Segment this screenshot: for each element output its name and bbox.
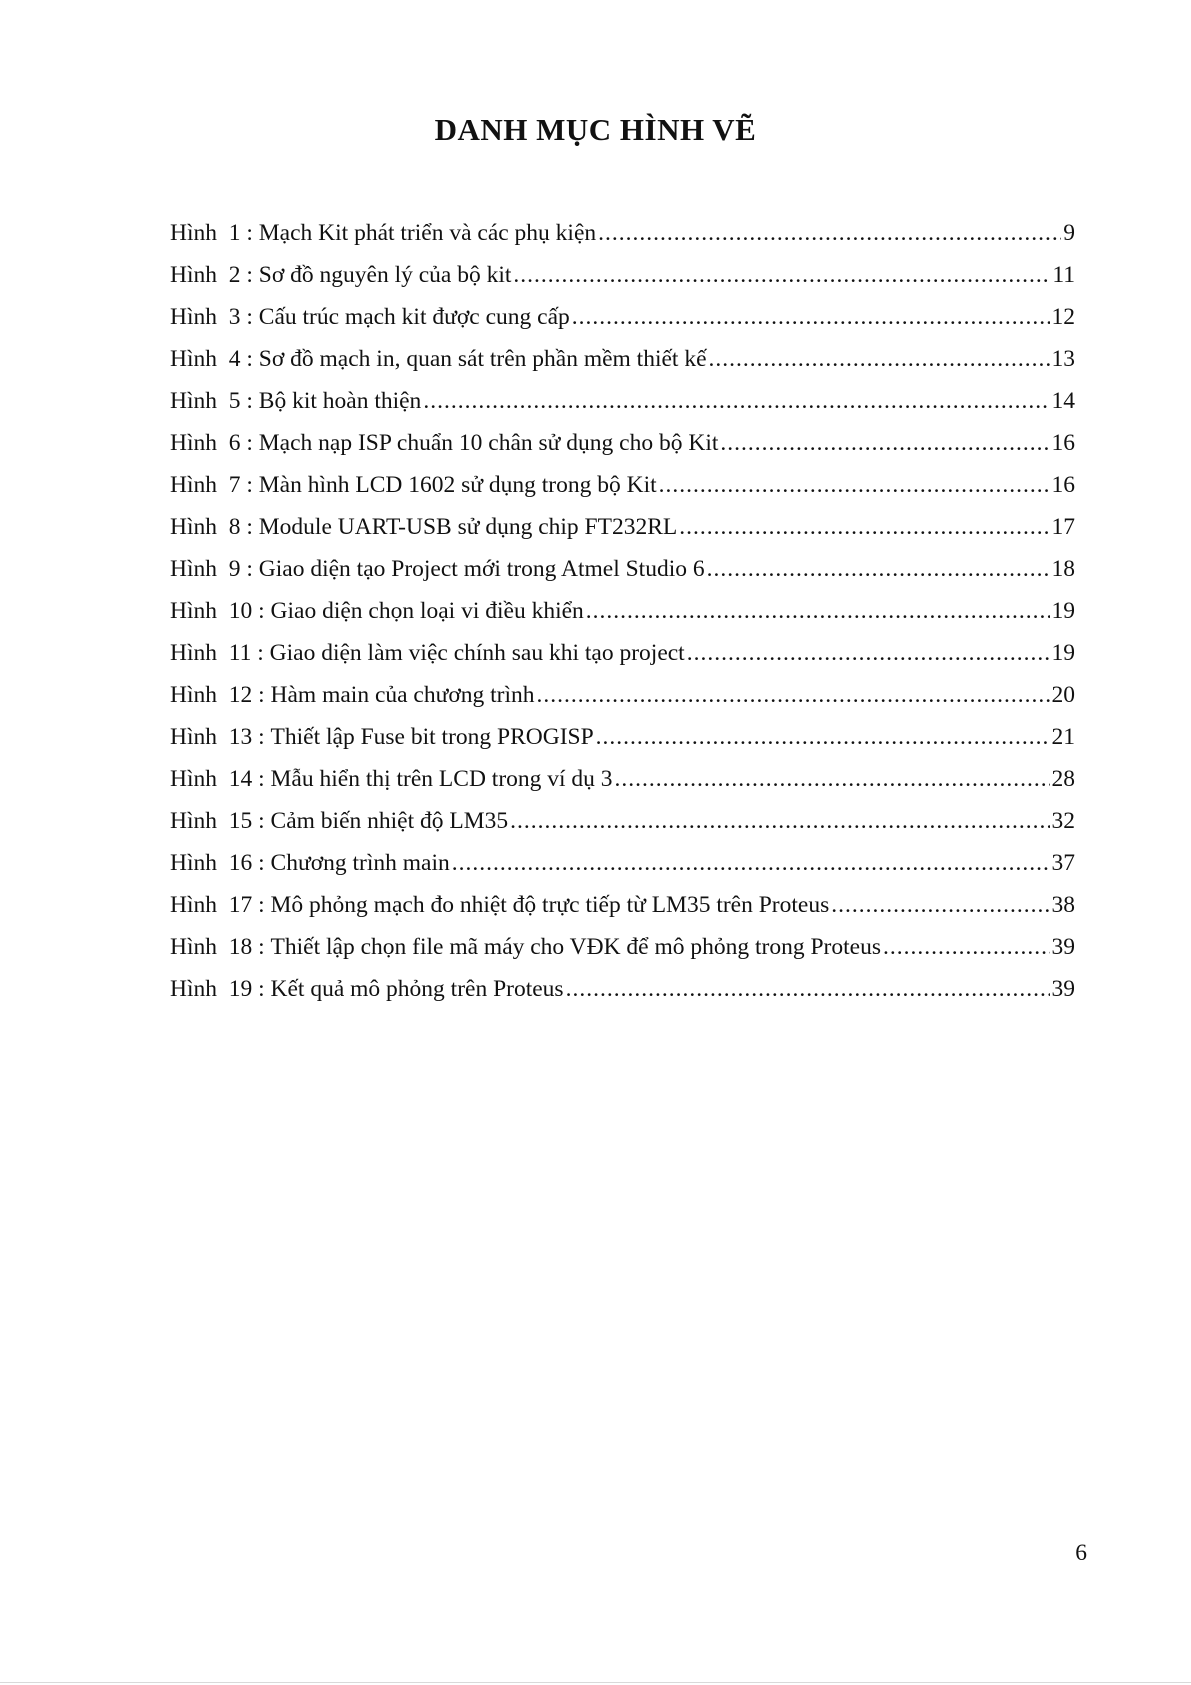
toc-entry[interactable]	[170, 296, 1075, 338]
dot-leader	[572, 296, 1050, 338]
figure-page-number: 19	[1051, 640, 1075, 666]
toc-entry[interactable]	[170, 716, 1075, 758]
figure-separator: :	[240, 262, 259, 288]
figure-label: Hình 6	[170, 430, 241, 456]
figure-separator: :	[240, 220, 259, 246]
figure-caption: Hàm main của chương trình	[270, 682, 535, 708]
figure-separator: :	[252, 724, 271, 750]
figure-page-number: 11	[1052, 262, 1075, 288]
figure-label: Hình 14	[170, 766, 253, 792]
figure-label: Hình 7	[170, 472, 241, 498]
figure-label: Hình 10	[170, 598, 253, 624]
figure-label: Hình 1	[170, 220, 241, 246]
figure-page-number: 21	[1051, 724, 1075, 750]
figure-caption: Cảm biến nhiệt độ LM35	[270, 808, 509, 834]
figure-page-number: 14	[1051, 388, 1075, 414]
figure-separator: :	[252, 682, 271, 708]
figure-page-number: 17	[1051, 514, 1075, 540]
figure-separator: :	[240, 514, 259, 540]
figure-label: Hình 3	[170, 304, 241, 330]
figure-label: Hình 11	[170, 640, 252, 666]
toc-entry[interactable]	[170, 590, 1075, 632]
figure-separator: :	[240, 430, 259, 456]
figure-caption: Mẫu hiển thị trên LCD trong ví dụ 3	[270, 766, 613, 792]
figure-caption: Mạch Kit phát triển và các phụ kiện	[258, 220, 597, 246]
figure-page-number: 32	[1051, 808, 1075, 834]
dot-leader	[566, 968, 1050, 1010]
dot-leader	[687, 632, 1050, 674]
toc-entry[interactable]	[170, 632, 1075, 674]
figure-label: Hình 12	[170, 682, 253, 708]
dot-leader	[709, 338, 1050, 380]
dot-leader	[831, 884, 1049, 926]
figure-caption: Giao diện tạo Project mới trong Atmel Studio 6	[258, 556, 705, 582]
dot-leader	[510, 800, 1049, 842]
figure-page-number: 28	[1051, 766, 1075, 792]
figure-label: Hình 8	[170, 514, 241, 540]
toc-entry[interactable]	[170, 548, 1075, 590]
figure-page-number: 16	[1051, 472, 1075, 498]
dot-leader	[659, 464, 1050, 506]
page-title: DANH MỤC HÌNH VẼ	[434, 112, 757, 147]
dot-leader	[720, 422, 1049, 464]
toc-entry[interactable]	[170, 338, 1075, 380]
toc-entry[interactable]	[170, 422, 1075, 464]
figure-separator: :	[240, 556, 259, 582]
figure-page-number: 12	[1051, 304, 1075, 330]
dot-leader	[883, 926, 1050, 968]
figure-separator: :	[240, 304, 259, 330]
dot-leader	[537, 674, 1050, 716]
figure-page-number: 13	[1051, 346, 1075, 372]
toc-entry[interactable]	[170, 380, 1075, 422]
figure-label: Hình 5	[170, 388, 241, 414]
figure-page-number: 9	[1063, 220, 1075, 246]
figure-label: Hình 9	[170, 556, 241, 582]
figure-caption: Chương trình main	[270, 850, 450, 876]
figure-separator: :	[240, 388, 259, 414]
figure-page-number: 20	[1051, 682, 1075, 708]
figure-label: Hình 15	[170, 808, 253, 834]
figure-separator: :	[252, 808, 271, 834]
figure-label: Hình 18	[170, 934, 253, 960]
toc-entry[interactable]	[170, 800, 1075, 842]
figure-caption: Màn hình LCD 1602 sử dụng trong bộ Kit	[258, 472, 657, 498]
toc-entry[interactable]	[170, 884, 1075, 926]
figure-caption: Giao diện chọn loại vi điều khiển	[270, 598, 584, 624]
figure-caption: Mô phỏng mạch đo nhiệt độ trực tiếp từ LM35 trên Proteus	[270, 892, 830, 918]
figure-separator: :	[252, 766, 271, 792]
figure-separator: :	[252, 850, 271, 876]
figure-caption: Sơ đồ mạch in, quan sát trên phần mềm thiết kế	[258, 346, 707, 372]
figure-page-number: 18	[1051, 556, 1075, 582]
figure-caption: Thiết lập chọn file mã máy cho VĐK để mô phỏng trong Proteus	[270, 934, 881, 960]
toc-entry[interactable]	[170, 842, 1075, 884]
dot-leader	[598, 212, 1061, 254]
toc-entry[interactable]	[170, 212, 1075, 254]
dot-leader	[423, 380, 1049, 422]
bottom-rule	[0, 1682, 1191, 1683]
figure-separator: :	[252, 892, 271, 918]
toc-entry[interactable]	[170, 758, 1075, 800]
figure-separator: :	[240, 472, 259, 498]
toc-entry[interactable]	[170, 254, 1075, 296]
figure-caption: Kết quả mô phỏng trên Proteus	[270, 976, 564, 1002]
toc-entry[interactable]	[170, 506, 1075, 548]
figure-separator: :	[240, 346, 259, 372]
figure-label: Hình 16	[170, 850, 253, 876]
figure-label: Hình 17	[170, 892, 253, 918]
figure-caption: Sơ đồ nguyên lý của bộ kit	[258, 262, 512, 288]
figure-page-number: 38	[1051, 892, 1075, 918]
figure-page-number: 39	[1051, 934, 1075, 960]
dot-leader	[679, 506, 1049, 548]
figure-label: Hình 2	[170, 262, 241, 288]
figure-caption: Module UART-USB sử dụng chip FT232RL	[258, 514, 678, 540]
figure-separator: :	[251, 640, 270, 666]
figure-caption: Mạch nạp ISP chuẩn 10 chân sử dụng cho bộ Kit	[258, 430, 719, 456]
figure-label: Hình 13	[170, 724, 253, 750]
figure-label: Hình 4	[170, 346, 241, 372]
figure-caption: Cấu trúc mạch kit được cung cấp	[258, 304, 570, 330]
figure-separator: :	[252, 934, 271, 960]
figure-separator: :	[252, 598, 271, 624]
dot-leader	[596, 716, 1050, 758]
figure-caption: Thiết lập Fuse bit trong PROGISP	[270, 724, 594, 750]
figure-caption: Bộ kit hoàn thiện	[258, 388, 422, 414]
figure-separator: :	[252, 976, 271, 1002]
toc-entry[interactable]	[170, 926, 1075, 968]
dot-leader	[707, 548, 1050, 590]
figure-page-number: 37	[1051, 850, 1075, 876]
dot-leader	[452, 842, 1050, 884]
dot-leader	[615, 758, 1050, 800]
figure-label: Hình 19	[170, 976, 253, 1002]
figure-list	[170, 212, 1075, 1010]
dot-leader	[513, 254, 1050, 296]
page-number: 6	[1075, 1540, 1087, 1566]
toc-entry[interactable]	[170, 464, 1075, 506]
toc-entry[interactable]	[170, 674, 1075, 716]
figure-page-number: 16	[1051, 430, 1075, 456]
toc-entry[interactable]	[170, 968, 1075, 1010]
figure-page-number: 39	[1051, 976, 1075, 1002]
dot-leader	[586, 590, 1050, 632]
figure-caption: Giao diện làm việc chính sau khi tạo project	[269, 640, 685, 666]
figure-page-number: 19	[1051, 598, 1075, 624]
